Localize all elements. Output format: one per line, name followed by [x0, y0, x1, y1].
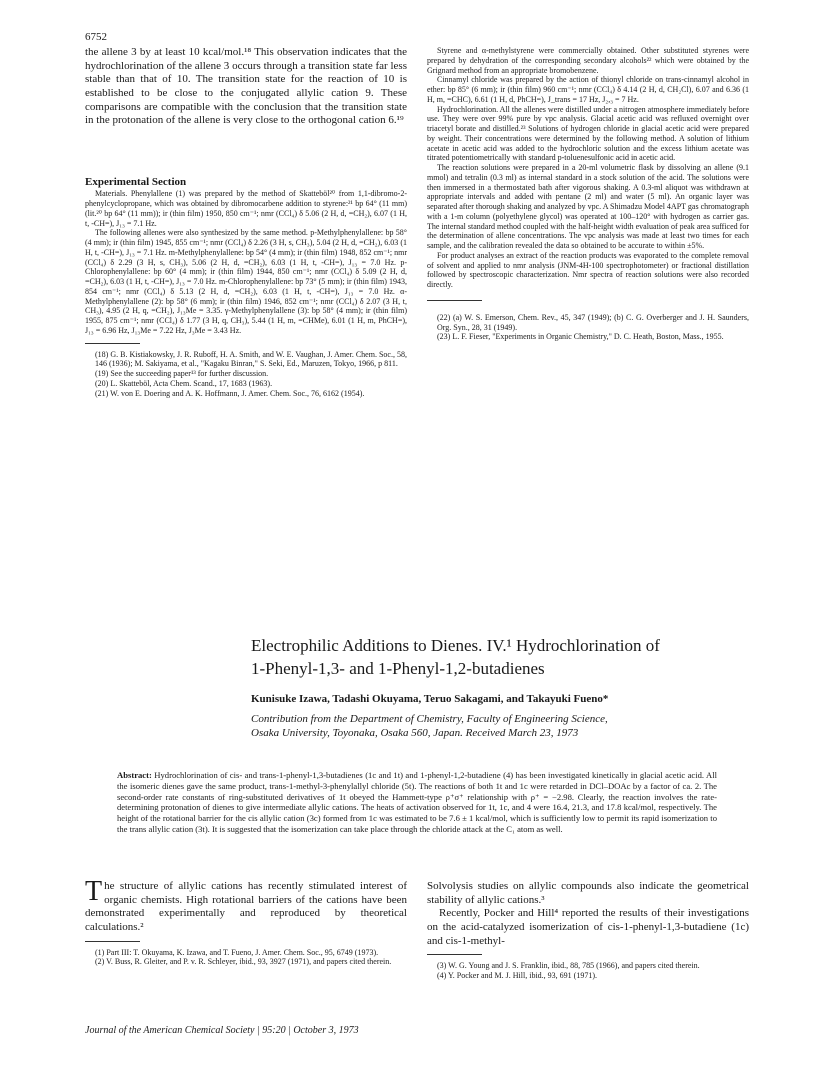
- body-paragraph: [85, 876, 407, 935]
- footnote: (18) G. B. Kistiakowsky, J. R. Ruboff, H. A. Smith, and W. E. Vaughan, J. Amer. Chem. Soc., 58, 146 (1936); M. Sakiyama, et al., "Kagaku Binran," S. Seki, Ed., Maruzen, Tokyo, 1966, p 811.: [95, 349, 407, 369]
- body-text: he structure of allylic cations has recently stimulated interest of organic chemists. High rotational barriers of the cations have been demonstrated experimentally and reproduced by theoretical calculations.²: [85, 880, 407, 933]
- drop-cap: T: [85, 876, 103, 907]
- footnote: (21) W. von E. Doering and A. K. Hoffmann, J. Amer. Chem. Soc., 76, 6162 (1954).: [95, 388, 365, 398]
- journal-footer: Journal of the American Chemical Society | 95:20 | October 3, 1973: [85, 1025, 359, 1036]
- footnote: (19) See the succeeding paper¹³ for further discussion.: [95, 369, 269, 379]
- footnote: (20) L. Skatteböl, Acta Chem. Scand., 17, 1683 (1963).: [95, 378, 273, 388]
- abstract: [117, 770, 717, 835]
- footnote-rule: [427, 300, 482, 301]
- intro-paragraph: the allene 3 by at least 10 kcal/mol.¹⁸ This observation indicates that the hydrochlorination of the allene 3 occurs through a transition state far less stable than that of 10. The transition state for the reaction of 10 is established to be close to the conjugated allylic cation 9. These comparisons are compatible with the conclusion that the transition state in the protonation of the allene is very close to the orthogonal cation 6.¹⁹: [85, 46, 407, 127]
- footnote-rule: [85, 343, 140, 344]
- footnote: (1) Part III: T. Okuyama, K. Izawa, and T. Fueno, J. Amer. Chem. Soc., 95, 6749 (1973).: [95, 947, 379, 957]
- allenes-paragraph: The following allenes were also synthesized by the same method. p-Methylphenylallene: bp 58° (4 mm); ir (thin film) 1945, 855 cm⁻¹; nmr (CCl₄) δ 2.26 (3 H, s, CH₃), 5.04 (2 H, d, =CH₂), 6.03 (1 H, t, -CH=), J₁₃ = 7.1 Hz. m-Methylphenylallene: bp 54° (4 mm); ir (thin film) 1948, 852 cm⁻¹; nmr (CCl₄) δ 2.29 (3 H, s, CH₃), 5.06 (2 H, d, =CH₂), 6.03 (1 H, t, -CH=), J₁₃ = 7.0 Hz. p-Chlorophenylallene: bp 60° (4 mm); ir (thin film) 1944, 850 cm⁻¹; nmr (CCl₄) δ 5.09 (2 H, d, =CH₂), 6.03 (1 H, t, -CH=), J₁₃ = 7.0 Hz. m-Chlorophenylallene: bp 73° (5 mm); ir (thin film) 1943, 854 cm⁻¹; nmr (CCl₄) δ 5.13 (2 H, d, =CH₂), 6.03 (1 H, t, -CH=), J₁₃ = 7.0 Hz. α-Methylphenylallene (2): bp 58° (6 mm); ir (thin film) 1946, 852 cm⁻¹; nmr (CCl₄) δ 2.07 (3 H, t, CH₃), 4.95 (2 H, q, =CH₂), J₁₃Me = 3.35. γ-Methylphenylallene (3): bp 58° (4 mm); ir (thin film) 1955, 875 cm⁻¹; nmr (CCl₄) δ 1.77 (3 H, q, CH₃), 5.44 (1 H, m, =CHMe), 6.01 (1 H, m, PhCH=), J₁₃ = 6.96 Hz, J₁₃Me = 7.22 Hz, J₃Me = 3.43 Hz.: [85, 228, 407, 335]
- styrene-paragraph: Styrene and α-methylstyrene were commercially obtained. Other substituted styrenes were prepared by dehydration of the corresponding secondary alcohols²² which were obtained by the Grignard method from an appropriate bromobenzene.: [427, 46, 749, 75]
- materials-paragraph: Materials. Phenylallene (1) was prepared by the method of Skatteböl²⁰ from 1,1-dibromo-2-phenylcyclopropane, which was obtained by dibromocarbene addition to styrene:²¹ bp 64° (11 mm) (lit.²⁰ bp 64° (11 mm)); ir (thin film) 1950, 850 cm⁻¹; nmr (CCl₄) δ 5.06 (2 H, d, =CH₂), 6.07 (1 H, t, -CH=), J₁₃ = 7.1 Hz.: [85, 189, 407, 228]
- page-number: 6752: [85, 31, 107, 43]
- affiliation-line: Osaka University, Toyonaka, Osaka 560, Japan. Received March 23, 1973: [251, 727, 579, 740]
- experimental-column: [85, 176, 407, 398]
- abstract-text: Hydrochlorination of cis- and trans-1-phenyl-1,3-butadienes (1c and 1t) and 1-phenyl-1,2-butadiene (4) has been investigated kinetically in glacial acetic acid. All the isomeric dienes gave the same product, trans-1-methyl-3-phenylallyl chloride (5t). The reactions of both 1t and 1c were retarded in DCl–DOAc by a factor of ca. 2. The second-order rate constants of ring-substituted derivatives of 1t obeyed the Hammett-type ρ⁺σ⁺ relationship with ρ⁺ = −2.98. Clearly, the reaction involves the rate-determining protonation of dienes to give intermediate allylic cations. The heats of activation observed for 1t, 1c, and 4 were 16.4, 21.3, and 17.8 kcal/mol, respectively. The height of the rotational barrier for the cis allylic cation (3c) formed from 1c was estimated to be 7.6 ± 1 kcal/mol, which is sufficiently low to permit its rapid isomerization to the trans allylic cation (3t). It is suggested that the isomerization can take place through the chloride attack at the C₁ atom as well.: [117, 770, 717, 835]
- footnote: (22) (a) W. S. Emerson, Chem. Rev., 45, 347 (1949); (b) C. G. Overberger and J. H. Saunders, Org. Syn., 28, 31 (1949).: [437, 312, 749, 332]
- title-line: 1-Phenyl-1,3- and 1-Phenyl-1,2-butadienes: [251, 658, 545, 678]
- hydrochlorination-paragraph: Hydrochlorination. All the allenes were distilled under a nitrogen atmosphere immediately before use. They were over 99% pure by vpc analysis. Glacial acetic acid was refluxed overnight over triacetyl borate and distilled.²³ Solutions of hydrogen chloride in glacial acetic acid were prepared by weight. Their concentrations were determined by the following method. A solution of lithium acetate in acetic acid was added to the hydrochloric solution and the excess lithium acetate was titrated potentiometrically with standard p-toluenesulfonic acid in acetic acid.: [427, 104, 749, 163]
- reaction-paragraph: The reaction solutions were prepared in a 20-ml volumetric flask by dissolving an allene (9.1 mmol) and tetralin (0.3 ml) as internal standard in a stock solution of the acid. The solutions were then immersed in a thermostated bath after vigorous shaking. A 0.3-ml aliquot was withdrawn at appropriate intervals and added with pentane (2 ml) and water (5 ml). An organic layer was separated after thorough shaking and analyzed by vpc. A Shimadzu Model 4APT gas chromatograph with a 1-m column (polyethylene glycol) was operated at 100–120° with hydrogen as carrier gas. The internal standard method coupled with the half-height width evaluation of peak area sufficed for the determination of allene concentrations. The vpc analysis was made at least two times for each sample, and the calibration revealed the data so obtained to be accurate to within ±5%.: [427, 163, 749, 250]
- body-paragraph: Recently, Pocker and Hill⁴ reported the results of their investigations on the acid-catalyzed isomerization of cis-1-phenyl-1,3-butadiene (1c) and cis-1-methyl-: [427, 907, 749, 947]
- authors: Kunisuke Izawa, Tadashi Okuyama, Teruo Sakagami, and Takayuki Fueno*: [251, 693, 609, 705]
- products-paragraph: For product analyses an extract of the reaction products was evaporated to the complete removal of solvent and applied to nmr analysis (JNM-4H-100 spectrophotometer) or fractional distillation followed by spectroscopic characterization. Nmr spectra of reaction solutions were also recorded directly.: [427, 250, 749, 289]
- footnote-rule: [427, 954, 482, 955]
- footnote-rule: [85, 941, 140, 942]
- body-right-column: [427, 880, 749, 981]
- article-title: [251, 635, 771, 681]
- footnotes-right: [427, 313, 749, 342]
- affiliation: [251, 712, 771, 741]
- left-column: [85, 46, 407, 128]
- footnote: (2) V. Buss, R. Gleiter, and P. v. R. Schleyer, ibid., 93, 3927 (1971), and papers cited therein.: [95, 957, 392, 967]
- affiliation-line: Contribution from the Department of Chemistry, Faculty of Engineering Science,: [251, 713, 608, 725]
- body-paragraph: Solvolysis studies on allylic compounds also indicate the geometrical stability of allylic cations.³: [427, 880, 749, 906]
- title-line: Electrophilic Additions to Dienes. IV.¹ Hydrochlorination of: [251, 636, 660, 655]
- footnote: (23) L. F. Fieser, "Experiments in Organic Chemistry," D. C. Heath, Boston, Mass., 1955.: [437, 332, 724, 342]
- footnotes-body-left: [85, 948, 407, 968]
- right-column: [427, 46, 749, 342]
- body-left-column: [85, 876, 407, 967]
- footnote: (3) W. G. Young and J. S. Franklin, ibid., 88, 785 (1966), and papers cited therein.: [437, 961, 700, 971]
- footnotes-left: [85, 350, 407, 399]
- footnotes-body-right: [427, 961, 749, 981]
- cinnamyl-paragraph: Cinnamyl chloride was prepared by the action of thionyl chloride on trans-cinnamyl alcohol in ether: bp 85° (6 mm); ir (thin film) 960 cm⁻¹; nmr (CCl₄) δ 4.14 (2 H, d, CH₂Cl), 6.07 and 6.36 (1 H, m, =CHC), 6.61 (1 H, d, PhCH=), J_trans = 17 Hz, J₂,₃ = 7 Hz.: [427, 75, 749, 104]
- abstract-label: Abstract:: [117, 770, 152, 780]
- footnote: (4) Y. Pocker and M. J. Hill, ibid., 93, 691 (1971).: [437, 970, 597, 980]
- section-heading: Experimental Section: [85, 176, 187, 188]
